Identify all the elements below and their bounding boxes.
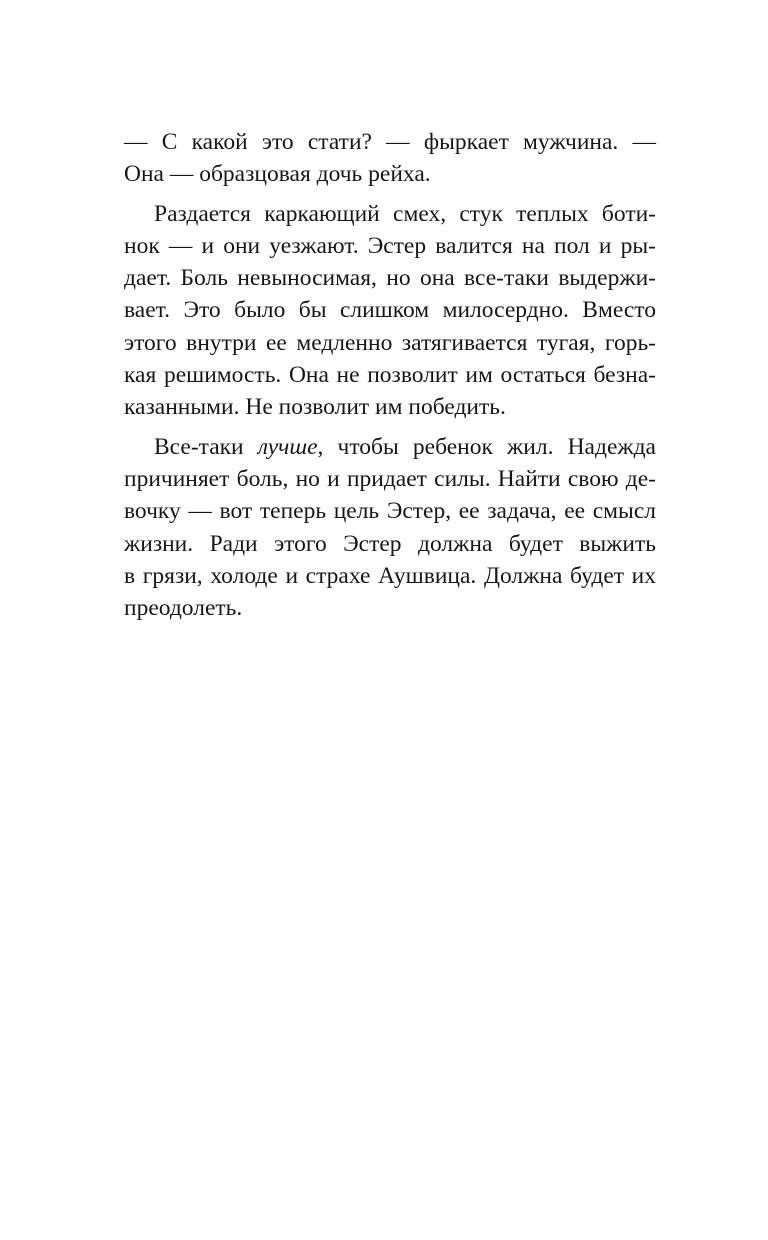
text-line: причиняет боль, но и придает силы. Найти свою де-	[124, 465, 656, 492]
text-run: , чтобы ребенок жил. Надежда	[317, 433, 656, 460]
text-line: Раздается каркающий смех, стук теплых боти-	[154, 200, 656, 227]
text-body	[124, 126, 656, 624]
text-line: преодолеть.	[124, 595, 243, 622]
text-line: казанными. Не позволит им победить.	[124, 394, 506, 421]
text-line: вочку — вот теперь цель Эстер, ее задача, ее смысл	[124, 498, 656, 525]
text-line: этого внутри ее медленно затягивается тугая, горь-	[124, 329, 656, 356]
paragraph-2	[124, 198, 656, 424]
text-line: — С какой это стати? — фыркает мужчина. —	[124, 129, 656, 155]
text-line: Она — образцовая дочь рейха.	[124, 161, 431, 188]
paragraph-1	[124, 126, 656, 191]
text-run: Все-таки	[154, 433, 258, 460]
text-line: нок — и они уезжают. Эстер валится на пол и ры-	[124, 232, 656, 259]
text-line: кая решимость. Она не позволит им остаться безна-	[124, 362, 656, 389]
text-line	[124, 431, 656, 463]
paragraph-3	[124, 431, 656, 625]
text-line: дает. Боль невыносимая, но она все-таки выдержи-	[124, 265, 656, 292]
text-line: в грязи, холоде и страхе Аушвица. Должна будет их	[124, 562, 656, 589]
emphasized-word: лучше	[257, 433, 318, 460]
text-line: вает. Это было бы слишком милосердно. Вместо	[124, 297, 656, 324]
text-line: жизни. Ради этого Эстер должна будет выжить	[124, 530, 656, 557]
